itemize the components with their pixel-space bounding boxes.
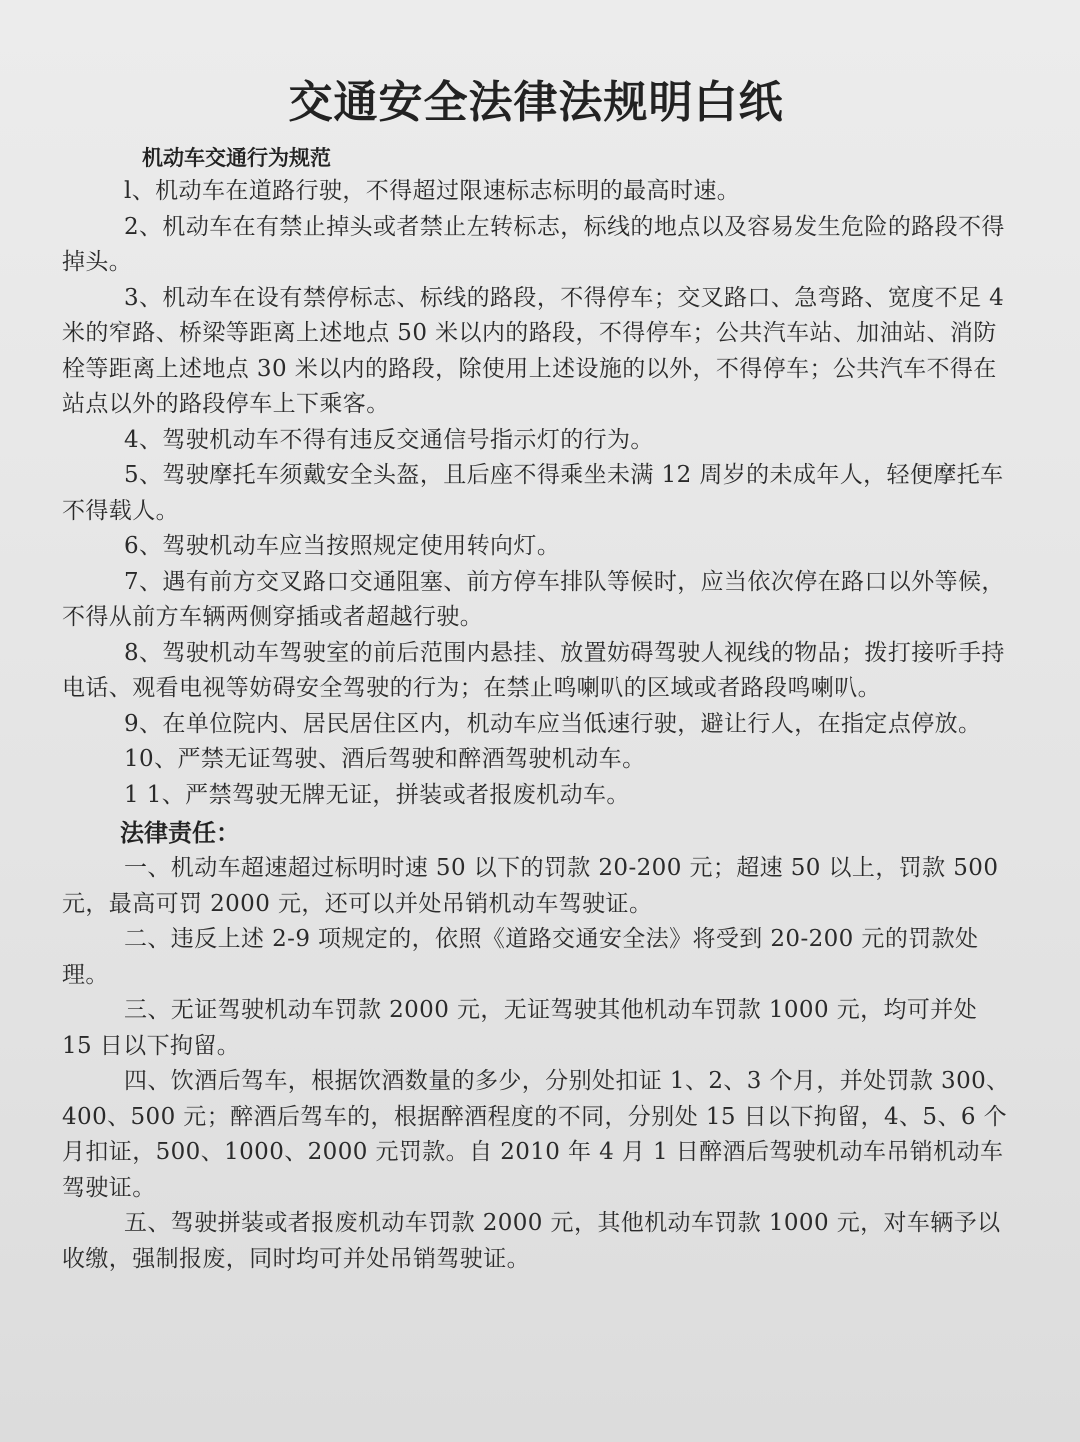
penalty-item: 四、饮酒后驾车，根据饮酒数量的多少，分别处扣证 1、2、3 个月，并处罚款 300、400、500 元；醉酒后驾车的，根据醉酒程度的不同，分别处 15 日以下拘留，4、5、6 个月扣证，500、1000、2000 元罚款。自 2010 年 4 月 1 日醉酒后驾驶机动车吊销机动车驾驶证。 — [62, 1068, 1010, 1201]
penalty-item: 二、违反上述 2-9 项规定的，依照《道路交通安全法》将受到 20-200 元的罚款处理。 — [62, 926, 979, 988]
rule-item: 4、驾驶机动车不得有违反交通信号指示灯的行为。 — [124, 426, 654, 453]
rule-item: 3、机动车在设有禁停标志、标线的路段，不得停车；交叉路口、急弯路、宽度不足 4 米的窄路、桥梁等距离上述地点 50 米以内的路段，不得停车；公共汽车站、加油站、消防栓等距离上述地点 30 米以内的路段，除使用上述设施的以外，不得停车；公共汽车不得在站点以外的路段停车上下乘客。 — [62, 284, 1005, 417]
penalty-item: 一、机动车超速超过标明时速 50 以下的罚款 20-200 元；超速 50 以上，罚款 500 元，最高可罚 2000 元，还可以并处吊销机动车驾驶证。 — [62, 855, 999, 917]
section-title: 机动车交通行为规范 — [142, 146, 331, 170]
rule-item: 5、驾驶摩托车须戴安全头盔，且后座不得乘坐未满 12 周岁的未成年人，轻便摩托车不得载人。 — [62, 462, 1004, 524]
penalty-item: 三、无证驾驶机动车罚款 2000 元，无证驾驶其他机动车罚款 1000 元，均可并处 15 日以下拘留。 — [62, 997, 978, 1059]
rule-item: 9、在单位院内、居民居住区内，机动车应当低速行驶，避让行人，在指定点停放。 — [124, 710, 982, 737]
legal-responsibility-title: 法律责任： — [120, 819, 240, 847]
rule-item: 2、机动车在有禁止掉头或者禁止左转标志，标线的地点以及容易发生危险的路段不得掉头。 — [62, 213, 1005, 275]
rule-item: l、机动车在道路行驶，不得超过限速标志标明的最高时速。 — [124, 178, 741, 204]
rule-item: 1 1、严禁驾驶无牌无证，拼装或者报废机动车。 — [124, 781, 630, 808]
document-title: 交通安全法律法规明白纸 — [288, 77, 784, 128]
rule-item: 10、严禁无证驾驶、酒后驾驶和醉酒驾驶机动车。 — [124, 746, 646, 772]
penalty-item: 五、驾驶拼装或者报废机动车罚款 2000 元，其他机动车罚款 1000 元，对车辆予以收缴，强制报废，同时均可并处吊销驾驶证。 — [62, 1210, 1001, 1272]
rule-item: 6、驾驶机动车应当按照规定使用转向灯。 — [124, 533, 561, 559]
rule-item: 7、遇有前方交叉路口交通阻塞、前方停车排队等候时，应当依次停在路口以外等候，不得从前方车辆两侧穿插或者超越行驶。 — [62, 568, 1005, 630]
rule-item: 8、驾驶机动车驾驶室的前后范围内悬挂、放置妨碍驾驶人视线的物品；拨打接听手持电话、观看电视等妨碍安全驾驶的行为；在禁止鸣喇叭的区域或者路段鸣喇叭。 — [62, 639, 1005, 701]
